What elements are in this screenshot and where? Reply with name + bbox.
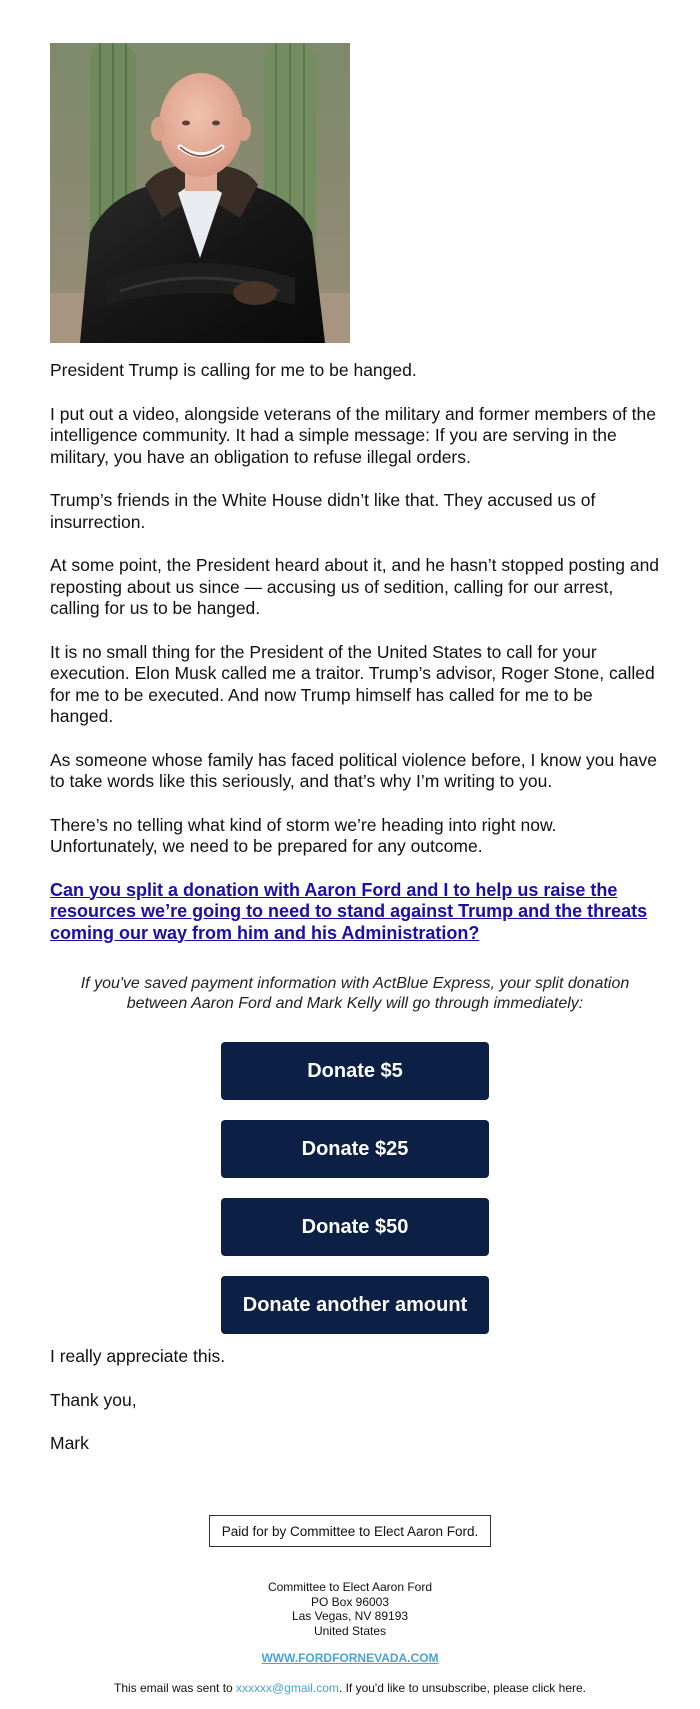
split-donation-link[interactable]: Can you split a donation with Aaron Ford and I to help us raise the resources we’re going to need to stand against Trump and the threats coming our way from him and his Administration? xyxy=(50,879,648,943)
signature-name: Mark xyxy=(50,1433,89,1453)
sent-to-prefix: This email was sent to xyxy=(113,1681,237,1695)
mailing-address xyxy=(0,1580,700,1638)
donate-25-button[interactable]: Donate $25 xyxy=(221,1120,489,1178)
paid-for-disclaimer: Paid for by Committee to Elect Aaron Ford. xyxy=(209,1515,491,1547)
unsubscribe-line xyxy=(0,1681,700,1695)
signoff xyxy=(50,1346,660,1455)
paragraph-video: I put out a video, alongside veterans of the military and former members of the intelligence community. It had a simple message: If you are serving in the military, you have an obligation to refuse illegal orders. xyxy=(50,403,657,467)
address-line-po-box: PO Box 96003 xyxy=(310,1594,390,1609)
address-line-committee: Committee to Elect Aaron Ford xyxy=(267,1580,433,1594)
paragraph-storm: There’s no telling what kind of storm we’re heading into right now. Unfortunately, we need to be prepared for any outcome. xyxy=(50,814,557,856)
letter-body xyxy=(50,360,660,1477)
website-link-row xyxy=(0,1651,700,1665)
candidate-portrait-photo xyxy=(50,43,350,343)
paragraph-execution: It is no small thing for the President of the United States to call for your execution. Elon Musk called me a traitor. Trump’s advisor, Roger Stone, called for me to be executed. And now Trump himself has called for me to be hanged. xyxy=(50,641,655,726)
donate-other-amount-button[interactable]: Donate another amount xyxy=(221,1276,489,1334)
paragraph-violence: As someone whose family has faced political violence before, I know you have to take words like this seriously, and that’s why I’m writing to you. xyxy=(50,749,657,791)
website-link[interactable]: WWW.FORDFORNEVADA.COM xyxy=(261,1651,439,1665)
paragraph-posting: At some point, the President heard about it, and he hasn’t stopped posting and reposting about us since — accusing us of sedition, calling for our arrest, calling for us to be hanged. xyxy=(50,555,660,618)
address-line-city: Las Vegas, NV 89193 xyxy=(291,1609,409,1623)
recipient-email-link[interactable]: xxxxxx@gmail.com xyxy=(236,1681,339,1695)
actblue-express-note: If you've saved payment information with ActBlue Express, your split donation between Aaron Ford and Mark Kelly will go through immediately: xyxy=(80,975,630,1012)
unsubscribe-text[interactable]: . If you'd like to unsubscribe, please click here. xyxy=(338,1681,586,1695)
address-line-country: United States xyxy=(313,1623,387,1638)
paragraph-opening: President Trump is calling for me to be hanged. xyxy=(50,360,417,380)
donate-buttons xyxy=(50,1042,660,1334)
paragraph-insurrection: Trump’s friends in the White House didn’t like that. They accused us of insurrection. xyxy=(50,490,596,532)
donate-5-button[interactable]: Donate $5 xyxy=(221,1042,489,1100)
donate-50-button[interactable]: Donate $50 xyxy=(221,1198,489,1256)
appreciation-text: I really appreciate this. xyxy=(50,1346,226,1366)
thanks-text: Thank you, xyxy=(50,1389,137,1410)
